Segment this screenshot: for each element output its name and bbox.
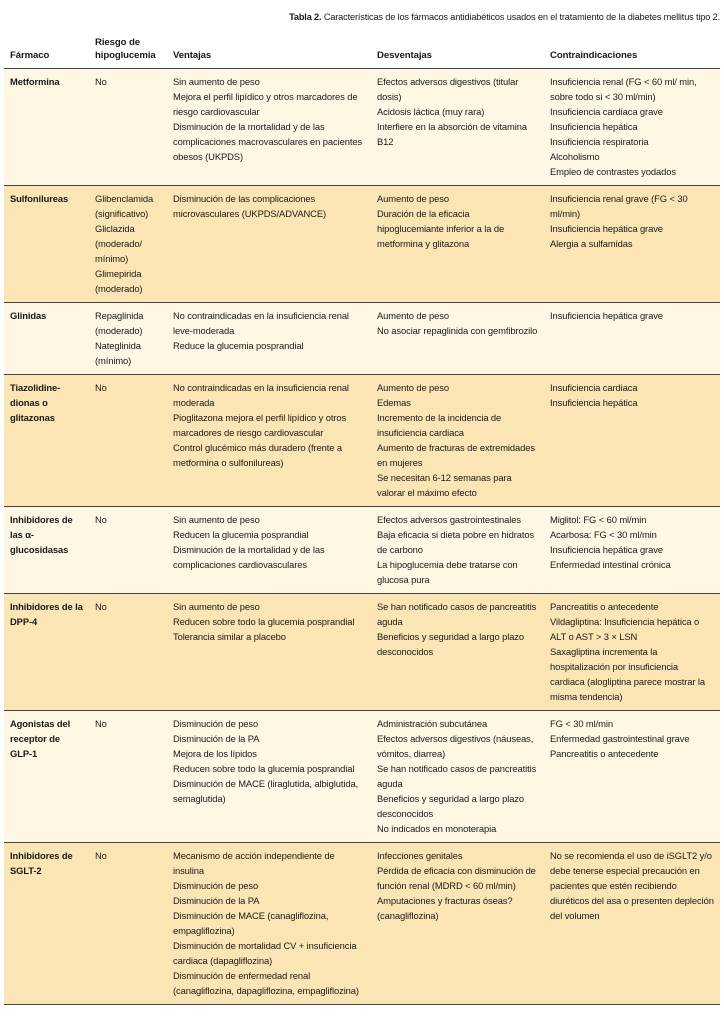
disadvantages-item: Aumento de peso — [377, 193, 449, 204]
contraindications-cell — [544, 843, 720, 1005]
drug-name-cell: Inhibidores de SGLT-2 — [4, 843, 89, 1005]
antidiabetic-drugs-table — [4, 36, 720, 1005]
disadvantages-item: La hipoglucemia debe tratarse con glucosa pura — [377, 559, 518, 585]
disadvantages-cell — [371, 594, 544, 711]
contraindications-item: Acarbosa: FG < 30 ml/min — [550, 529, 657, 540]
disadvantages-cell — [371, 843, 544, 1005]
advantages-item: Sin aumento de peso — [173, 601, 260, 612]
hypoglycemia-risk-cell — [89, 594, 167, 711]
advantages-item: Disminución de peso — [173, 880, 259, 891]
advantages-item: Pioglitazona mejora el perfil lipídico y otros marcadores de riesgo cardiovascular — [173, 412, 347, 438]
contraindications-item: Insuficiencia hepática — [550, 121, 638, 132]
contraindications-cell — [544, 711, 720, 843]
hypoglycemia-risk-cell — [89, 186, 167, 303]
drug-name-cell: Inhibidores de las α-glucosidasas — [4, 507, 89, 594]
contraindications-item: Insuficiencia respiratoria — [550, 136, 649, 147]
disadvantages-cell — [371, 711, 544, 843]
contraindications-item: Enfermedad intestinal crónica — [550, 559, 671, 570]
disadvantages-cell — [371, 186, 544, 303]
contraindications-item: Insuficiencia cardiaca grave — [550, 106, 663, 117]
risk-item: Glimepirida (moderado) — [95, 268, 143, 294]
contraindications-item: Alergia a sulfamidas — [550, 238, 633, 249]
contraindications-item: Insuficiencia hepática grave — [550, 223, 663, 234]
hypoglycemia-risk-cell — [89, 375, 167, 507]
disadvantages-item: Aumento de fracturas de extremidades en mujeres — [377, 442, 535, 468]
advantages-item: Disminución de la PA — [173, 895, 260, 906]
disadvantages-item: Edemas — [377, 397, 411, 408]
disadvantages-item: Aumento de peso — [377, 310, 449, 321]
disadvantages-item: Efectos adversos gastrointestinales — [377, 514, 521, 525]
hypoglycemia-risk-cell — [89, 507, 167, 594]
disadvantages-item: Efectos adversos digestivos (náuseas, vómitos, diarrea) — [377, 733, 534, 759]
contraindications-item: Insuficiencia renal grave (FG < 30 ml/min) — [550, 193, 688, 219]
advantages-item: Disminución de la mortalidad y de las complicaciones cardiovasculares — [173, 544, 325, 570]
drug-name-cell: Tiazolidine-dionas o glitazonas — [4, 375, 89, 507]
contraindications-cell — [544, 69, 720, 186]
contraindications-item: Vildagliptina: Insuficiencia hepática o ALT o AST > 3 × LSN — [550, 616, 700, 642]
advantages-item: Control glucémico más duradero (frente a metformina o sulfonilureas) — [173, 442, 342, 468]
risk-item: Glibenclamida (significativo) — [95, 193, 154, 219]
advantages-item: Mejora de los lípidos — [173, 748, 257, 759]
contraindications-cell — [544, 186, 720, 303]
advantages-item: Disminución de enfermedad renal (canagliflozina, dapagliflozina, empagliflozina) — [173, 970, 359, 996]
disadvantages-item: Se han notificado casos de pancreatitis aguda — [377, 601, 537, 627]
risk-item: No — [95, 850, 107, 861]
header-drug: Fármaco — [4, 36, 89, 69]
contraindications-cell — [544, 594, 720, 711]
risk-item: No — [95, 601, 107, 612]
advantages-item: Disminución de MACE (canagliflozina, empagliflozina) — [173, 910, 329, 936]
contraindications-item: Miglitol: FG < 60 ml/min — [550, 514, 647, 525]
advantages-cell — [167, 507, 371, 594]
table-row — [4, 594, 720, 711]
table-row — [4, 303, 720, 375]
risk-item: No — [95, 514, 107, 525]
table-row — [4, 843, 720, 1005]
advantages-cell — [167, 843, 371, 1005]
table-row — [4, 507, 720, 594]
advantages-item: Tolerancia similar a placebo — [173, 631, 286, 642]
disadvantages-item: Administración subcutánea — [377, 718, 488, 729]
disadvantages-item: Aumento de peso — [377, 382, 449, 393]
table-body — [4, 69, 720, 1005]
contraindications-cell — [544, 375, 720, 507]
contraindications-item: Insuficiencia hepática — [550, 397, 638, 408]
advantages-item: Disminución de mortalidad CV + insuficiencia cardiaca (dapagliflozina) — [173, 940, 357, 966]
disadvantages-item: Baja eficacia si dieta pobre en hidratos de carbono — [377, 529, 535, 555]
contraindications-item: Insuficiencia hepática grave — [550, 544, 663, 555]
advantages-cell — [167, 303, 371, 375]
disadvantages-item: Acidosis láctica (muy rara) — [377, 106, 485, 117]
contraindications-item: Insuficiencia hepática grave — [550, 310, 663, 321]
caption-text: Características de los fármacos antidiabéticos usados en el tratamiento de la diabetes mellitus tipo 2. — [323, 12, 720, 22]
drug-name-cell: Glinidas — [4, 303, 89, 375]
advantages-cell — [167, 69, 371, 186]
disadvantages-item: No indicados en monoterapia — [377, 823, 497, 834]
risk-item: Nateglinida (mínimo) — [95, 340, 141, 366]
drug-name-cell: Sulfonilureas — [4, 186, 89, 303]
advantages-cell — [167, 594, 371, 711]
disadvantages-item: Beneficios y seguridad a largo plazo desconocidos — [377, 793, 525, 819]
advantages-cell — [167, 711, 371, 843]
disadvantages-item: Amputaciones y fracturas óseas? (canagliflozina) — [377, 895, 513, 921]
disadvantages-cell — [371, 69, 544, 186]
disadvantages-cell — [371, 375, 544, 507]
advantages-cell — [167, 186, 371, 303]
advantages-item: Mejora el perfil lipídico y otros marcadores de riesgo cardiovascular — [173, 91, 358, 117]
contraindications-item: Enfermedad gastrointestinal grave — [550, 733, 690, 744]
advantages-item: No contraindicadas en la insuficiencia renal moderada — [173, 382, 349, 408]
contraindications-item: Insuficiencia cardiaca — [550, 382, 638, 393]
contraindications-item: No se recomienda el uso de iSGLT2 y/o debe tenerse especial precaución en pacientes que estén recibiendo diuréticos del asa o presenten depleción del volumen — [550, 850, 714, 921]
drug-name-cell: Metformina — [4, 69, 89, 186]
advantages-cell — [167, 375, 371, 507]
table-caption — [289, 12, 720, 23]
disadvantages-item: Beneficios y seguridad a largo plazo desconocidos — [377, 631, 525, 657]
disadvantages-item: Se necesitan 6-12 semanas para valorar el máximo efecto — [377, 472, 512, 498]
header-advantages: Ventajas — [167, 36, 371, 69]
header-disadvantages: Desventajas — [371, 36, 544, 69]
disadvantages-cell — [371, 507, 544, 594]
contraindications-item: Saxagliptina incrementa la hospitalización por insuficiencia cardiaca (alogliptina parece mostrar la misma tendencia) — [550, 646, 706, 702]
contraindications-item: Alcoholismo — [550, 151, 600, 162]
disadvantages-item: Infecciones genitales — [377, 850, 463, 861]
drug-name-cell: Agonistas del receptor de GLP-1 — [4, 711, 89, 843]
advantages-item: Reducen la glucemia posprandial — [173, 529, 309, 540]
header-row — [4, 36, 720, 69]
hypoglycemia-risk-cell — [89, 69, 167, 186]
advantages-item: Sin aumento de peso — [173, 76, 260, 87]
risk-item: No — [95, 76, 107, 87]
table-row — [4, 375, 720, 507]
disadvantages-item: Pérdida de eficacia con disminución de función renal (MDRD < 60 ml/min) — [377, 865, 536, 891]
disadvantages-item: Se han notificado casos de pancreatitis aguda — [377, 763, 537, 789]
disadvantages-item: Incremento de la incidencia de insuficiencia cardiaca — [377, 412, 502, 438]
header-hypoglycemia-risk: Riesgo de hipoglucemia — [89, 36, 167, 69]
contraindications-item: FG < 30 ml/min — [550, 718, 613, 729]
header-contraindications: Contraindicaciones — [544, 36, 720, 69]
advantages-item: Mecanismo de acción independiente de insulina — [173, 850, 335, 876]
contraindications-cell — [544, 507, 720, 594]
disadvantages-item: Efectos adversos digestivos (titular dosis) — [377, 76, 519, 102]
advantages-item: Disminución de la mortalidad y de las complicaciones macrovasculares en pacientes obesos (UKPDS) — [173, 121, 363, 162]
table-row — [4, 711, 720, 843]
advantages-item: Reducen sobre todo la glucemia posprandial — [173, 763, 355, 774]
contraindications-item: Insuficiencia renal (FG < 60 ml/ min, sobre todo si < 30 ml/min) — [550, 76, 697, 102]
disadvantages-item: Interfiere en la absorción de vitamina B12 — [377, 121, 527, 147]
disadvantages-item: Duración de la eficacia hipoglucemiante inferior a la de metformina y glitazona — [377, 208, 505, 249]
advantages-item: Reduce la glucemia posprandial — [173, 340, 304, 351]
contraindications-item: Empleo de contrastes yodados — [550, 166, 676, 177]
advantages-item: Disminución de las complicaciones microvasculares (UKPDS/ADVANCE) — [173, 193, 327, 219]
hypoglycemia-risk-cell — [89, 303, 167, 375]
drug-name-cell: Inhibidores de la DPP-4 — [4, 594, 89, 711]
risk-item: Repaglinida (moderado) — [95, 310, 144, 336]
advantages-item: Reducen sobre todo la glucemia posprandial — [173, 616, 355, 627]
risk-item: No — [95, 382, 107, 393]
table-row — [4, 69, 720, 186]
advantages-item: No contraindicadas en la insuficiencia renal leve-moderada — [173, 310, 349, 336]
table-row — [4, 186, 720, 303]
risk-item: No — [95, 718, 107, 729]
contraindications-item: Pancreatitis o antecedente — [550, 601, 659, 612]
advantages-item: Disminución de la PA — [173, 733, 260, 744]
risk-item: Gliclazida (moderado/ mínimo) — [95, 223, 142, 264]
caption-label: Tabla 2. — [289, 12, 322, 22]
contraindications-cell — [544, 303, 720, 375]
hypoglycemia-risk-cell — [89, 843, 167, 1005]
advantages-item: Disminución de MACE (liraglutida, albiglutida, semaglutida) — [173, 778, 359, 804]
disadvantages-cell — [371, 303, 544, 375]
disadvantages-item: No asociar repaglinida con gemfibrozilo — [377, 325, 538, 336]
advantages-item: Sin aumento de peso — [173, 514, 260, 525]
advantages-item: Disminución de peso — [173, 718, 259, 729]
contraindications-item: Pancreatitis o antecedente — [550, 748, 659, 759]
hypoglycemia-risk-cell — [89, 711, 167, 843]
